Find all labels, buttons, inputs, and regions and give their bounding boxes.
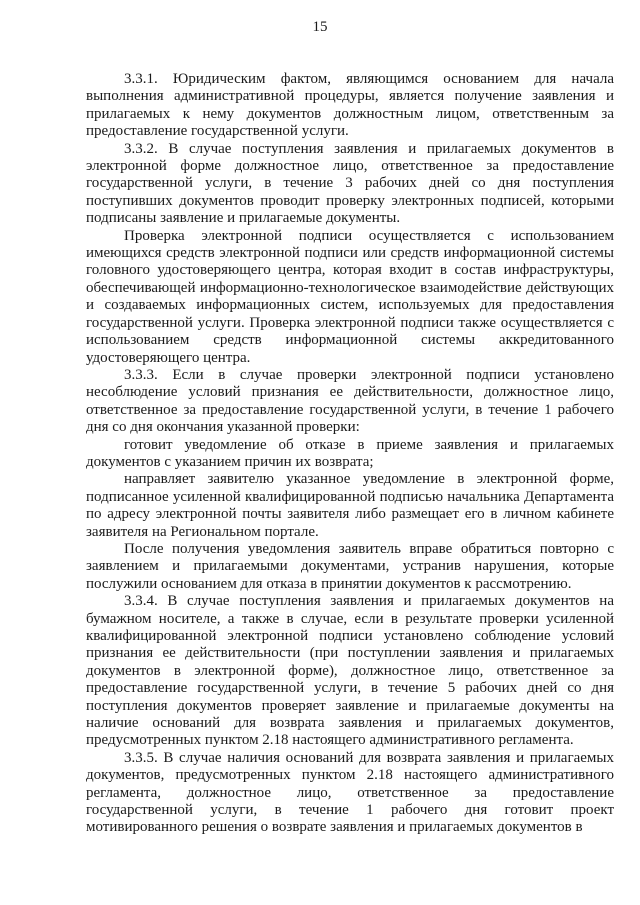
paragraph-3-3-5: 3.3.5. В случае наличия оснований для возврата заявления и прилагаемых документов, предусмотренных пунктом 2.18 настоящего административного регламента, должностное лицо, ответственное за предоставление государственной услуги, в течение 1 рабочего дня готовит проект мотивированного решения о возврате заявления и прилагаемых документов в: [86, 749, 614, 836]
document-body: [86, 71, 614, 837]
paragraph-prepare-notice: готовит уведомление об отказе в приеме заявления и прилагаемых документов с указанием причин их возврата;: [86, 436, 614, 470]
paragraph-reapply: После получения уведомления заявитель вправе обратиться повторно с заявлением и прилагаемыми документами, устранив нарушения, которые послужили основанием для отказа в принятии документов к рассмотрению.: [86, 540, 614, 592]
paragraph-3-3-2: 3.3.2. В случае поступления заявления и прилагаемых документов в электронной форме должностное лицо, ответственное за предоставление государственной услуги, в течение 3 рабочих дней со дня поступления поступивших документов проводит проверку электронных подписей, которыми подписаны заявление и прилагаемые документы.: [86, 140, 614, 227]
paragraph-signature-check: Проверка электронной подписи осуществляется с использованием имеющихся средств электронной подписи или средств информационной системы головного удостоверяющего центра, которая входит в состав инфраструктуры, обеспечивающей информационно-технологическое взаимодействие действующих и создаваемых информационных систем, используемых для предоставления государственной услуги. Проверка электронной подписи также осуществляется с использованием средств информационной системы аккредитованного удостоверяющего центра.: [86, 227, 614, 366]
page-number: 15: [312, 19, 328, 35]
paragraph-3-3-4: 3.3.4. В случае поступления заявления и прилагаемых документов на бумажном носителе, а также в случае, если в результате проверки усиленной квалифицированной электронной подписи установлено соблюдение условий признания ее действительности (при поступлении заявления и прилагаемых документов в электронной форме), должностное лицо, ответственное за предоставление государственной услуги, в течение 5 рабочих дней со дня поступления документов проверяет заявление и прилагаемые документы на наличие оснований для возврата заявления и прилагаемых документов, предусмотренных пунктом 2.18 настоящего административного регламента.: [86, 593, 614, 749]
paragraph-3-3-1: 3.3.1. Юридическим фактом, являющимся основанием для начала выполнения административной процедуры, является получение заявления и прилагаемых к нему документов должностным лицом, ответственным за предоставление государственной услуги.: [86, 71, 614, 140]
paragraph-send-notice: направляет заявителю указанное уведомление в электронной форме, подписанное усиленной квалифицированной подписью начальника Департамента по адресу электронной почты заявителя либо размещает его в личном кабинете заявителя на Региональном портале.: [86, 471, 614, 540]
paragraph-3-3-3: 3.3.3. Если в случае проверки электронной подписи установлено несоблюдение условий признания ее действительности, должностное лицо, ответственное за предоставление государственной услуги, в течение 1 рабочего дня со дня окончания указанной проверки:: [86, 366, 614, 436]
